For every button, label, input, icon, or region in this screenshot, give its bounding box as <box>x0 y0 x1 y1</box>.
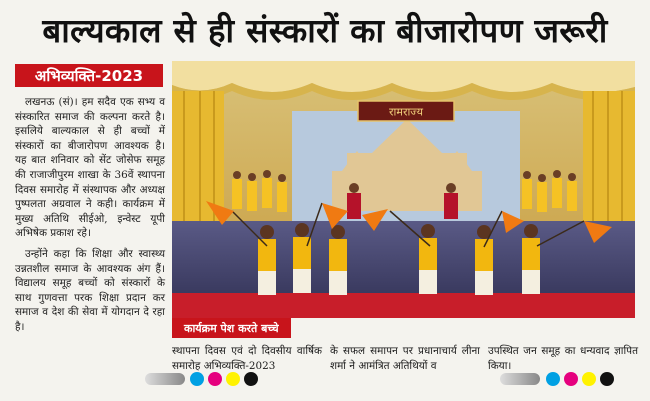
registration-dot-yellow <box>226 372 240 386</box>
headline: बाल्यकाल से ही संस्कारों का बीजारोपण जरूरी <box>42 10 608 50</box>
stage-edge <box>172 293 635 318</box>
registration-bar-right <box>500 373 540 385</box>
ceiling-drapes <box>172 61 635 100</box>
photo-caption: कार्यक्रम पेश करते बच्चे <box>172 318 291 338</box>
bottom-column-1: स्थापना दिवस एवं दो दिवसीय वार्षिक समारोह अभिव्यक्ति-2023 <box>172 345 322 372</box>
registration-dot-yellow-2 <box>582 372 596 386</box>
registration-dot-cyan-2 <box>546 372 560 386</box>
registration-dot-magenta <box>208 372 222 386</box>
paragraph-1: लखनऊ (सं)। हम सदैव एक सभ्य व संस्कारित समाज की कल्पना करते है। इसलिये बाल्यकाल से ही बच्चों में संस्कारों का बीजारोपण आवश्यक है। यह बात शनिवार को सेंट जोसेफ समूह की राजाजीपुरम शाखा के 36वें स्थापना दिवस समारोह में संस्थापक और अध्यक्ष पुष्पलता अग्रवाल ने कही। कार्यक्रम में मुख्य अतिथि सीईओ, इन्वेस्ट यूपी अभिषेक प्रकाश रहे। <box>15 96 165 240</box>
registration-dot-black <box>244 372 258 386</box>
paragraph-2: उन्होंने कहा कि शिक्षा और स्वास्थ्य उन्नतशील समाज के आवश्यक अंग हैं। विद्यालय समूह बच्चों को संस्कारों के साथ गुणवत्ता परक शिक्षा प्रदान कर समाज व देश की सेवा में योगदान दे रहा है। <box>15 247 165 333</box>
article-column-1 <box>15 95 165 335</box>
stage-banner-text: रामराज्य <box>389 105 423 119</box>
section-badge: अभिव्यक्ति-2023 <box>15 64 163 87</box>
registration-dot-magenta-2 <box>564 372 578 386</box>
event-photo <box>172 61 635 318</box>
registration-dot-cyan <box>190 372 204 386</box>
registration-bar-left <box>145 373 185 385</box>
bottom-column-3: उपस्थित जन समूह का धन्यवाद ज्ञापित किया। <box>488 345 638 372</box>
bottom-column-2: के सफल समापन पर प्रधानाचार्य लीना शर्मा ने आमंत्रित अतिथियों व <box>330 345 480 372</box>
stage-illustration <box>172 61 635 318</box>
registration-dot-black-2 <box>600 372 614 386</box>
